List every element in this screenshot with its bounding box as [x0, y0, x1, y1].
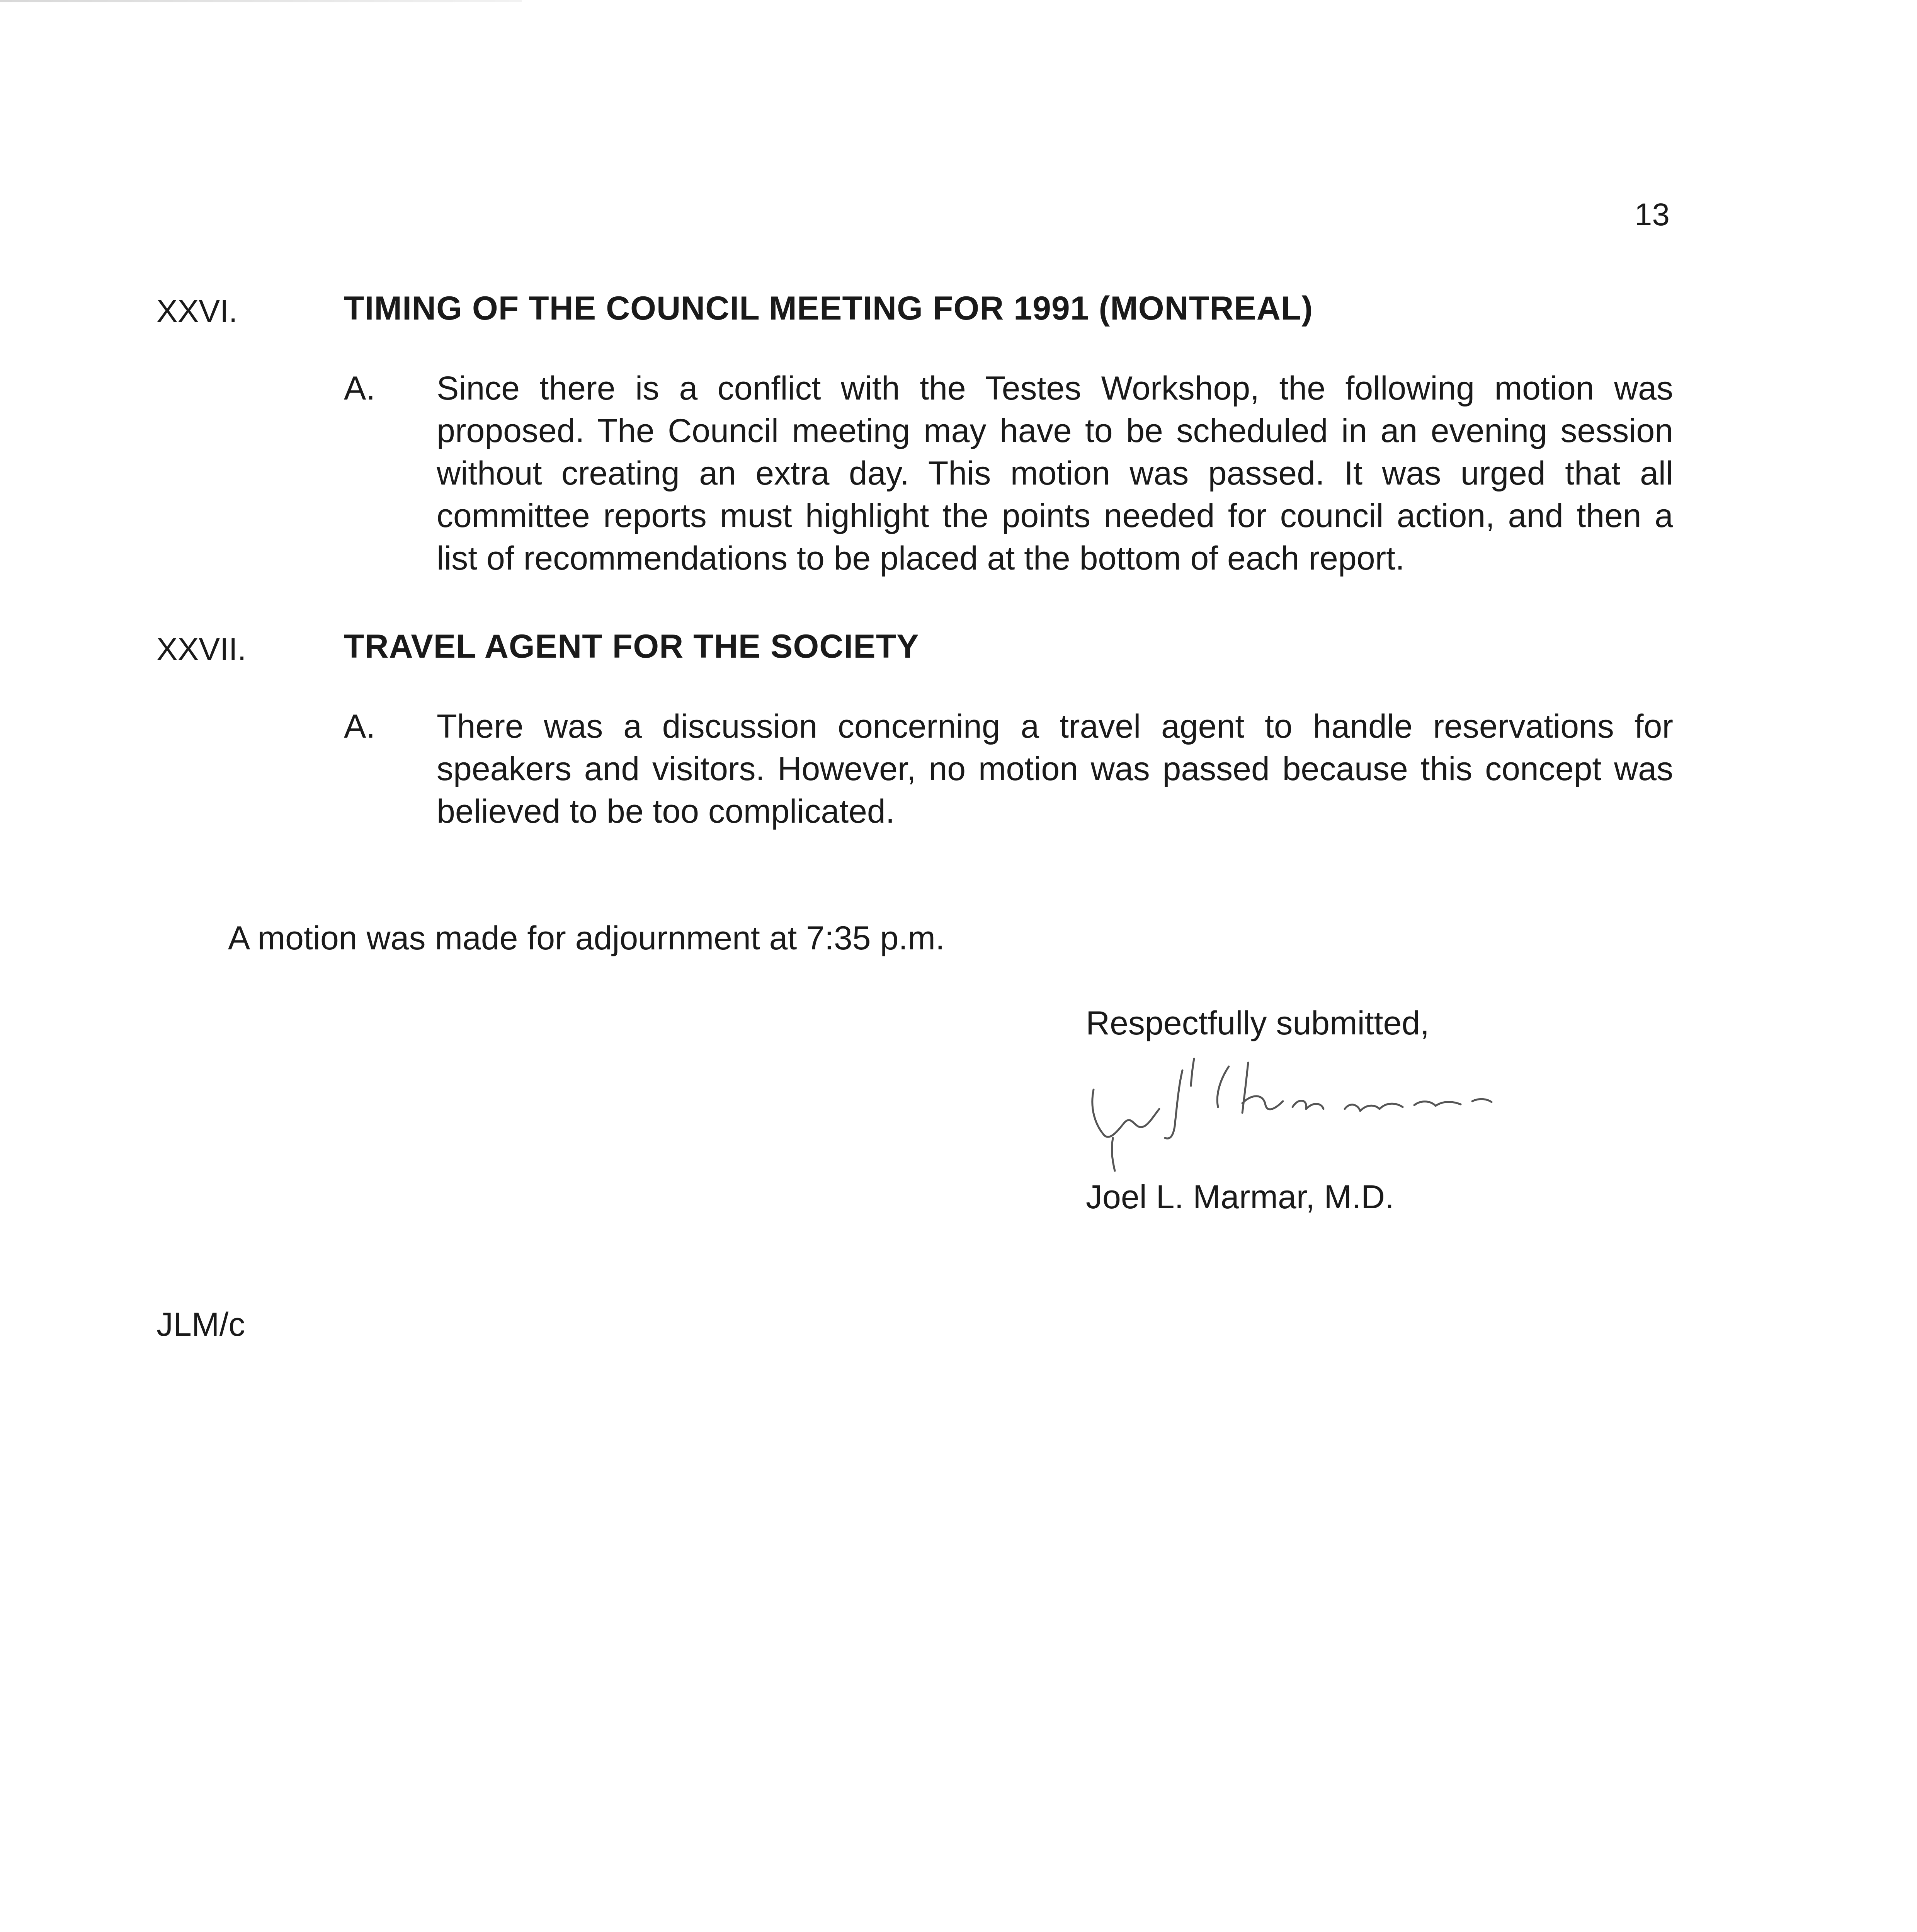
item-text: Since there is a conflict with the Testes Workshop, the following motion was proposed. The Council meeting may have to be scheduled in an evening session without creating an extra day. This motion was passed. It was urged that all committee reports must highlight the points needed for council action, and then a list of recommendations to be placed at the bottom of each report.: [437, 370, 1673, 577]
signer-name: Joel L. Marmar, M.D.: [1086, 1179, 1395, 1216]
closing-line: Respectfully submitted,: [1086, 1005, 1430, 1042]
item-marker: A.: [344, 370, 376, 407]
scan-edge: [0, 0, 522, 2]
section-title: TIMING OF THE COUNCIL MEETING FOR 1991 (MONTREAL): [344, 290, 1313, 327]
adjournment-note: A motion was made for adjournment at 7:35 p.m.: [228, 920, 945, 957]
typist-initials: JLM/c: [156, 1306, 245, 1343]
section-title: TRAVEL AGENT FOR THE SOCIETY: [344, 628, 919, 665]
handwritten-signature-icon: [1067, 1043, 1577, 1182]
page-number: 13: [1634, 197, 1670, 232]
item-marker: A.: [344, 708, 376, 745]
section-numeral: XXVI.: [156, 294, 238, 329]
section-numeral: XXVII.: [156, 632, 247, 667]
item-text: There was a discussion concerning a travel agent to handle reservations for speakers and visitors. However, no motion was passed because this concept was believed to be too complicated.: [437, 708, 1673, 830]
